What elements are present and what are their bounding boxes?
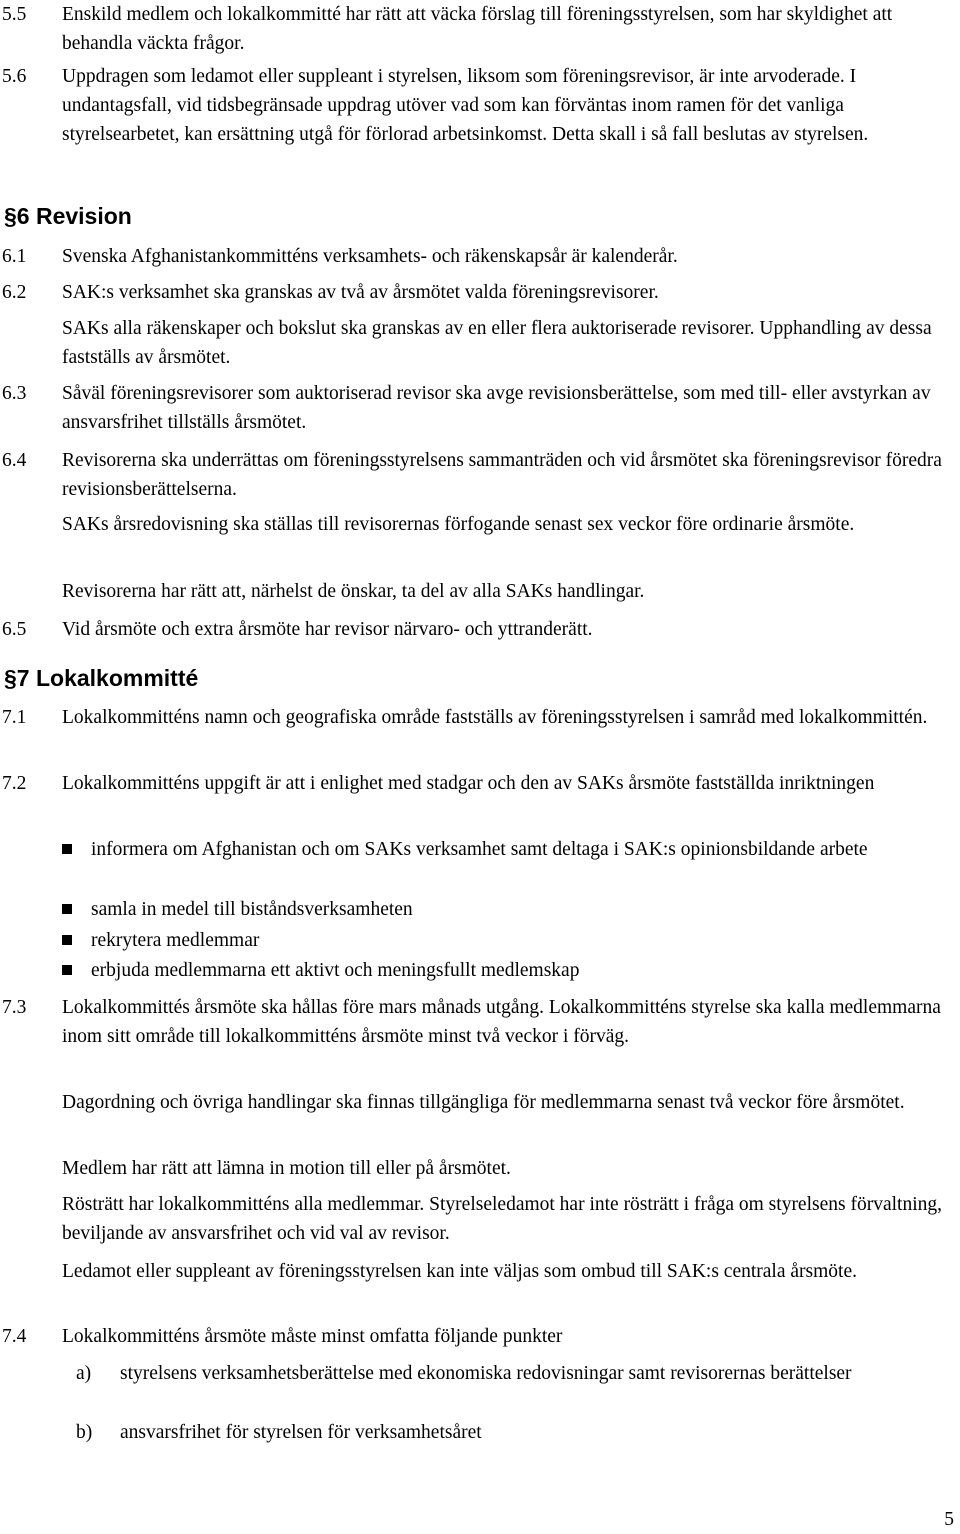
clause-number: 6.3 — [2, 383, 27, 404]
clause-text: Lokalkommitténs uppgift är att i enlighet med stadgar och den av SAKs årsmöte fastställda inriktningen — [62, 773, 875, 794]
clause-7-3 — [0, 993, 952, 1051]
clause-number: 5.6 — [2, 66, 27, 87]
clause-6-4 — [0, 446, 952, 504]
clause-7-2 — [0, 769, 952, 798]
clause-text: Enskild medlem och lokalkommitté har rätt att väcka förslag till föreningsstyrelsen, som har skyldighet att behandla väckta frågor. — [62, 4, 893, 54]
clause-7-3-paragraph-1: Dagordning och övriga handlingar ska finnas tillgängliga för medlemmarna senast två veckor före årsmötet. — [62, 1092, 905, 1113]
item-letter: b) — [76, 1422, 93, 1443]
clause-text: SAK:s verksamhet ska granskas av två av årsmötet valda föreningsrevisorer. — [62, 282, 659, 303]
bullet-item — [62, 956, 952, 985]
clause-text: Lokalkommitténs årsmöte måste minst omfatta följande punkter — [62, 1326, 563, 1347]
clause-6-2-paragraph: SAKs alla räkenskaper och bokslut ska granskas av en eller flera auktoriserade revisorer. Upphandling av dessa fastställs av årsmötet. — [62, 318, 932, 368]
clause-text: Uppdragen som ledamot eller suppleant i styrelsen, liksom som föreningsrevisor, är inte arvoderade. I undantagsfall, vid tidsbegränsade uppdrag utöver vad som kan förväntas inom ramen för det vanliga styrelsearbetet, kan ersättning utgå för förlorad arbetsinkomst. Detta skall i så fall beslutas av styrelsen. — [62, 66, 869, 145]
clause-6-4-paragraph-2: Revisorerna har rätt att, närhelst de önskar, ta del av alla SAKs handlingar. — [62, 581, 645, 602]
clause-number: 6.5 — [2, 619, 27, 640]
clause-text: Vid årsmöte och extra årsmöte har revisor närvaro- och yttranderätt. — [62, 619, 593, 640]
clause-text: Svenska Afghanistankommitténs verksamhets- och räkenskapsår är kalenderår. — [62, 246, 678, 267]
lettered-item-b — [62, 1418, 952, 1447]
clause-number: 7.1 — [2, 707, 27, 728]
bullet-text: rekrytera medlemmar — [91, 930, 260, 951]
section-heading-lokalkommitte: §7 Lokalkommitté — [4, 665, 199, 691]
clause-number: 6.4 — [2, 450, 27, 471]
clause-number: 5.5 — [2, 4, 27, 25]
item-text: styrelsens verksamhetsberättelse med ekonomiska redovisningar samt revisorernas berättelser — [120, 1363, 852, 1384]
bullet-text: erbjuda medlemmarna ett aktivt och meningsfullt medlemskap — [91, 960, 580, 981]
clause-5-6 — [0, 62, 952, 149]
clause-6-5 — [0, 615, 952, 644]
lettered-item-a — [62, 1359, 952, 1388]
clause-text: Lokalkommittés årsmöte ska hållas före mars månads utgång. Lokalkommitténs styrelse ska kalla medlemmarna inom sitt område till lokalkommitténs årsmöte minst två veckor i förväg. — [62, 997, 941, 1047]
clause-text: Revisorerna ska underrättas om föreningsstyrelsens sammanträden och vid årsmötet ska föreningsrevisor föredra revisionsberättelserna. — [62, 450, 942, 500]
clause-text: Lokalkommitténs namn och geografiska område fastställs av föreningsstyrelsen i samråd med lokalkommittén. — [62, 707, 928, 728]
clause-6-2 — [0, 278, 952, 307]
clause-6-4-paragraph-1: SAKs årsredovisning ska ställas till revisorernas förfogande senast sex veckor före ordinarie årsmöte. — [62, 514, 855, 535]
clause-6-1 — [0, 242, 952, 271]
clause-number: 7.2 — [2, 773, 27, 794]
page-number: 5 — [944, 1509, 954, 1530]
item-text: ansvarsfrihet för styrelsen för verksamhetsåret — [120, 1422, 482, 1443]
bullet-text: samla in medel till biståndsverksamheten — [91, 899, 413, 920]
clause-number: 7.3 — [2, 997, 27, 1018]
bullet-item — [62, 926, 952, 955]
square-bullet-icon — [62, 844, 72, 854]
bullet-item — [62, 895, 952, 924]
clause-text: Såväl föreningsrevisorer som auktoriserad revisor ska avge revisionsberättelse, som med till- eller avstyrkan av ansvarsfrihet tillställs årsmötet. — [62, 383, 931, 433]
bullet-item — [62, 835, 952, 864]
clause-6-3 — [0, 379, 952, 437]
clause-number: 6.1 — [2, 246, 27, 267]
clause-5-5 — [0, 0, 952, 58]
square-bullet-icon — [62, 935, 72, 945]
clause-7-4 — [0, 1322, 952, 1351]
clause-7-3-paragraph-3: Rösträtt har lokalkommitténs alla medlemmar. Styrelseledamot har inte rösträtt i fråga om styrelsens förvaltning, beviljande av ansvarsfrihet och vid val av revisor. — [62, 1194, 942, 1244]
item-letter: a) — [76, 1363, 92, 1384]
clause-7-3-paragraph-2: Medlem har rätt att lämna in motion till eller på årsmötet. — [62, 1158, 511, 1179]
square-bullet-icon — [62, 965, 72, 975]
clause-7-1 — [0, 703, 952, 732]
clause-number: 6.2 — [2, 282, 27, 303]
clause-7-3-paragraph-4: Ledamot eller suppleant av föreningsstyrelsen kan inte väljas som ombud till SAK:s centrala årsmöte. — [62, 1261, 857, 1282]
clause-number: 7.4 — [2, 1326, 27, 1347]
square-bullet-icon — [62, 904, 72, 914]
section-heading-revision: §6 Revision — [4, 203, 132, 229]
bullet-text: informera om Afghanistan och om SAKs verksamhet samt deltaga i SAK:s opinionsbildande arbete — [91, 839, 868, 860]
